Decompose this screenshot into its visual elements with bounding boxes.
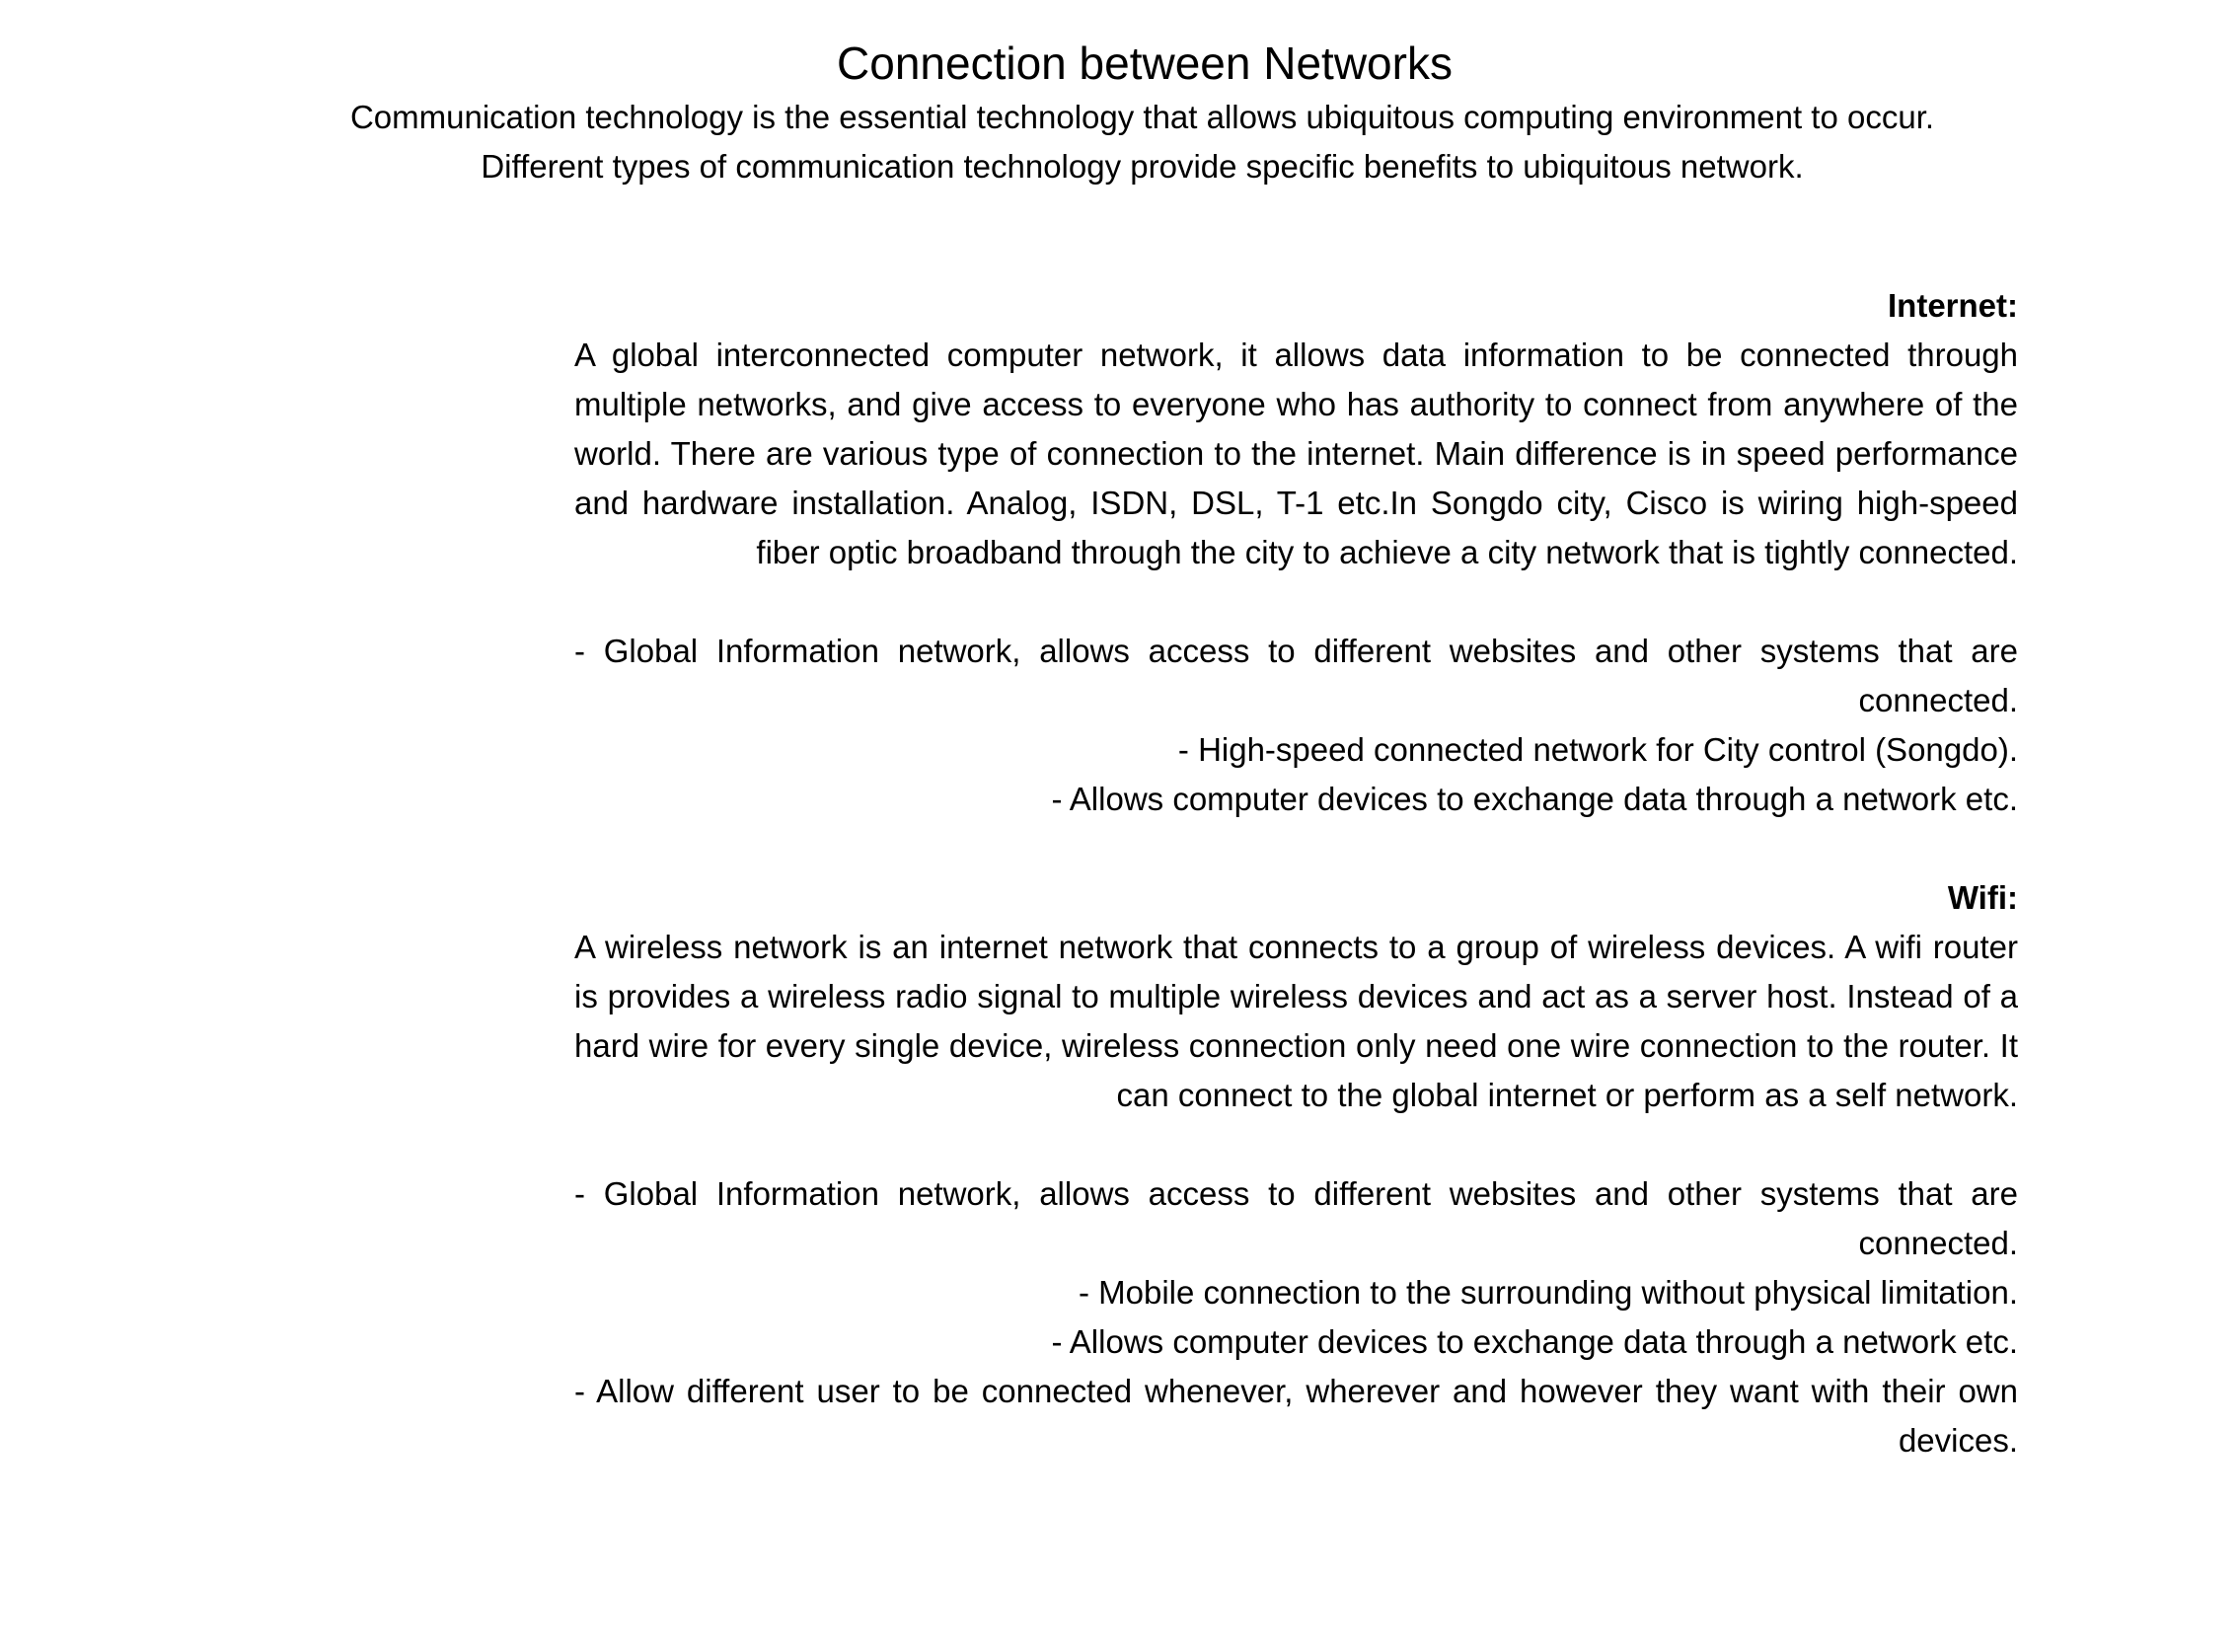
intro-line: Different types of communication technology provide specific benefits to ubiquitous network. bbox=[481, 148, 1804, 185]
section-internet bbox=[574, 281, 2018, 824]
list-item: - Allows computer devices to exchange data through a network etc. bbox=[1051, 1323, 2018, 1360]
section-heading: Internet: bbox=[1888, 287, 2018, 324]
bullet-list bbox=[574, 1169, 2018, 1465]
list-item: - Global Information network, allows access to different websites and other systems that are connected. bbox=[574, 1175, 2018, 1261]
list-item: - High-speed connected network for City control (Songdo). bbox=[1177, 731, 2018, 768]
sections-container bbox=[574, 281, 2018, 1465]
spacer bbox=[574, 824, 2018, 873]
spacer bbox=[574, 1120, 2018, 1169]
list-item: - Allows computer devices to exchange data through a network etc. bbox=[1051, 781, 2018, 817]
bullet-list bbox=[574, 627, 2018, 824]
list-item: - Mobile connection to the surrounding without physical limitation. bbox=[1078, 1274, 2018, 1311]
section-paragraph: A wireless network is an internet network that connects to a group of wireless devices. A wifi router is provides a wireless radio signal to multiple wireless devices and act as a server host. Instead of a hard wire for every single device, wireless connection only need one wire connection to the router. It can connect to the global internet or perform as a self network. bbox=[574, 929, 2018, 1113]
intro-paragraph bbox=[266, 93, 2018, 191]
spacer bbox=[574, 577, 2018, 627]
page-title: Connection between Networks bbox=[837, 38, 1453, 89]
section-heading: Wifi: bbox=[1947, 879, 2018, 916]
list-item: - Allow different user to be connected whenever, wherever and however they want with their own devices. bbox=[574, 1373, 2018, 1459]
section-wifi bbox=[574, 873, 2018, 1465]
section-paragraph: A global interconnected computer network, it allows data information to be connected through multiple networks, and give access to everyone who has authority to connect from anywhere of the world. There are various type of connection to the internet. Main difference is in speed performance and hardware installation. Analog, ISDN, DSL, T-1 etc.In Songdo city, Cisco is wiring high-speed fiber optic broadband through the city to achieve a city network that is tightly connected. bbox=[574, 337, 2018, 570]
list-item: - Global Information network, allows access to different websites and other systems that are connected. bbox=[574, 633, 2018, 718]
intro-line: Communication technology is the essential technology that allows ubiquitous computing environment to occur. bbox=[349, 99, 1935, 135]
